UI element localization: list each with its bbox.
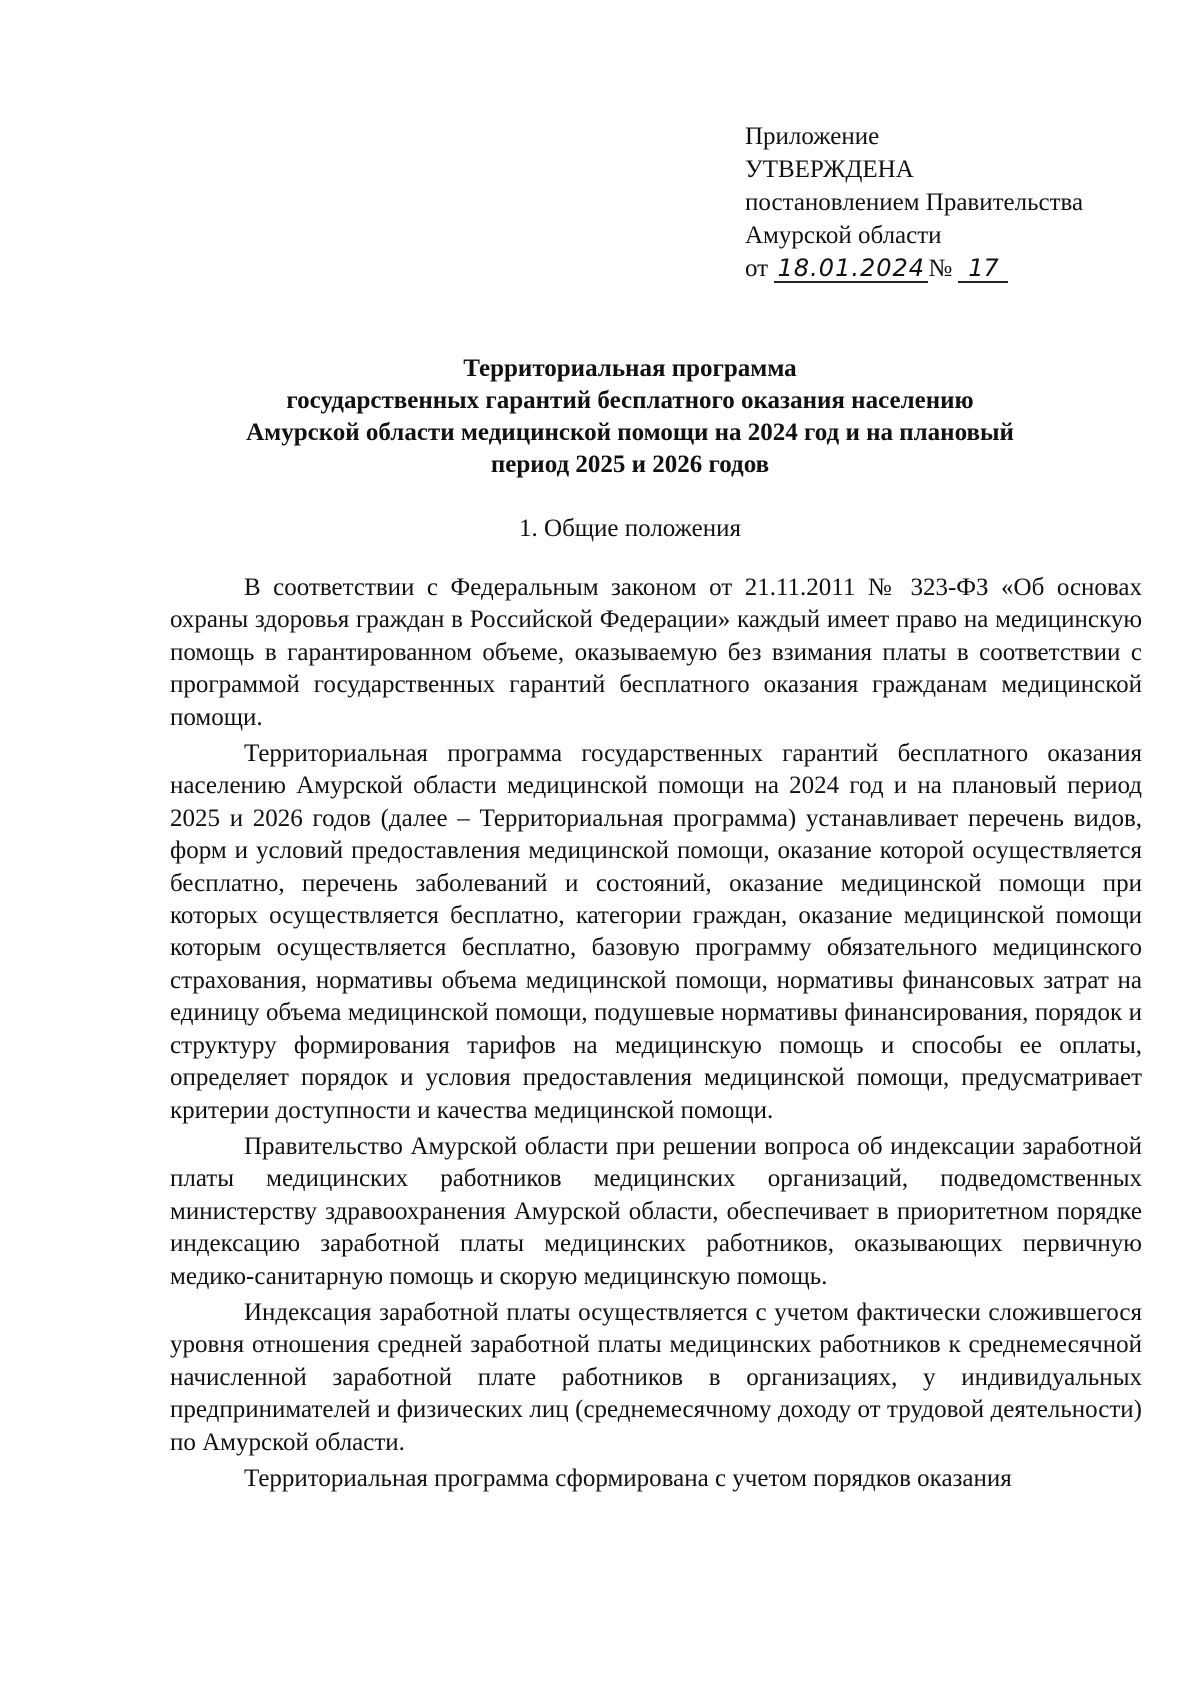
title-line-4: период 2025 и 2026 годов: [490, 451, 770, 478]
approval-line-1: постановлением Правительства: [745, 189, 1084, 216]
document-title: [170, 353, 1090, 481]
title-line-2: государственных гарантий бесплатного оказания населению: [286, 387, 974, 414]
body-text: [170, 572, 1142, 1499]
title-line-3: Амурской области медицинской помощи на 2024 год и на плановый: [246, 419, 1014, 446]
approval-line-2: Амурской области: [745, 222, 942, 249]
section-heading: 1. Общие положения: [519, 515, 741, 542]
paragraph: Правительство Амурской области при решении вопроса об индексации заработной платы медицинских работников медицинских организаций, подведомственных министерству здравоохранения Амурской области, обеспечивает в приоритетном порядке индексацию заработной платы медицинских работников, оказывающих первичную медико-санитарную помощь и скорую медицинскую помощь.: [170, 1132, 1142, 1290]
approval-block: [745, 120, 1083, 285]
handwritten-number: 17: [958, 255, 1008, 283]
paragraph: В соответствии с Федеральным законом от 21.11.2011 № 323-ФЗ «Об основах охраны здоровья граждан в Российской Федерации» каждый имеет право на медицинскую помощь в гарантированном объеме, оказываемую без взимания платы в соответствии с программой государственных гарантий бесплатного оказания гражданам медицинской помощи.: [170, 574, 1142, 731]
approved-label: УТВЕРЖДЕНА: [745, 156, 914, 183]
appendix-label: Приложение: [745, 123, 880, 150]
date-prefix: от: [745, 255, 769, 282]
title-line-1: Территориальная программа: [463, 355, 797, 382]
handwritten-date: 18.01.2024: [774, 255, 928, 283]
paragraph: Индексация заработной платы осуществляется с учетом фактически сложившегося уровня отношения средней заработной платы медицинских работников к среднемесячной начисленной заработной плате работников в организациях, у индивидуальных предпринимателей и физических лиц (среднемесячному доходу от трудовой деятельности) по Амурской области.: [170, 1298, 1142, 1456]
paragraph: Территориальная программа сформирована с учетом порядков оказания: [244, 1464, 1012, 1492]
number-prefix: №: [928, 255, 953, 282]
paragraph: Территориальная программа государственных гарантий бесплатного оказания населению Амурской области медицинской помощи на 2024 год и на плановый период 2025 и 2026 годов (далее – Территориальная программа) устанавливает перечень видов, форм и условий предоставления медицинской помощи, оказание которой осуществляется бесплатно, перечень заболеваний и состояний, оказание медицинской помощи при которых осуществляется бесплатно, категории граждан, оказание медицинской помощи которым осуществляется бесплатно, базовую программу обязательного медицинского страхования, нормативы объема медицинской помощи, нормативы финансовых затрат на единицу объема медицинской помощи, подушевые нормативы финансирования, порядок и структуру формирования тарифов на медицинскую помощь и способы ее оплаты, определяет порядок и условия предоставления медицинской помощи, предусматривает критерии доступности и качества медицинской помощи.: [170, 740, 1142, 1124]
approval-date-line: [745, 252, 1083, 285]
